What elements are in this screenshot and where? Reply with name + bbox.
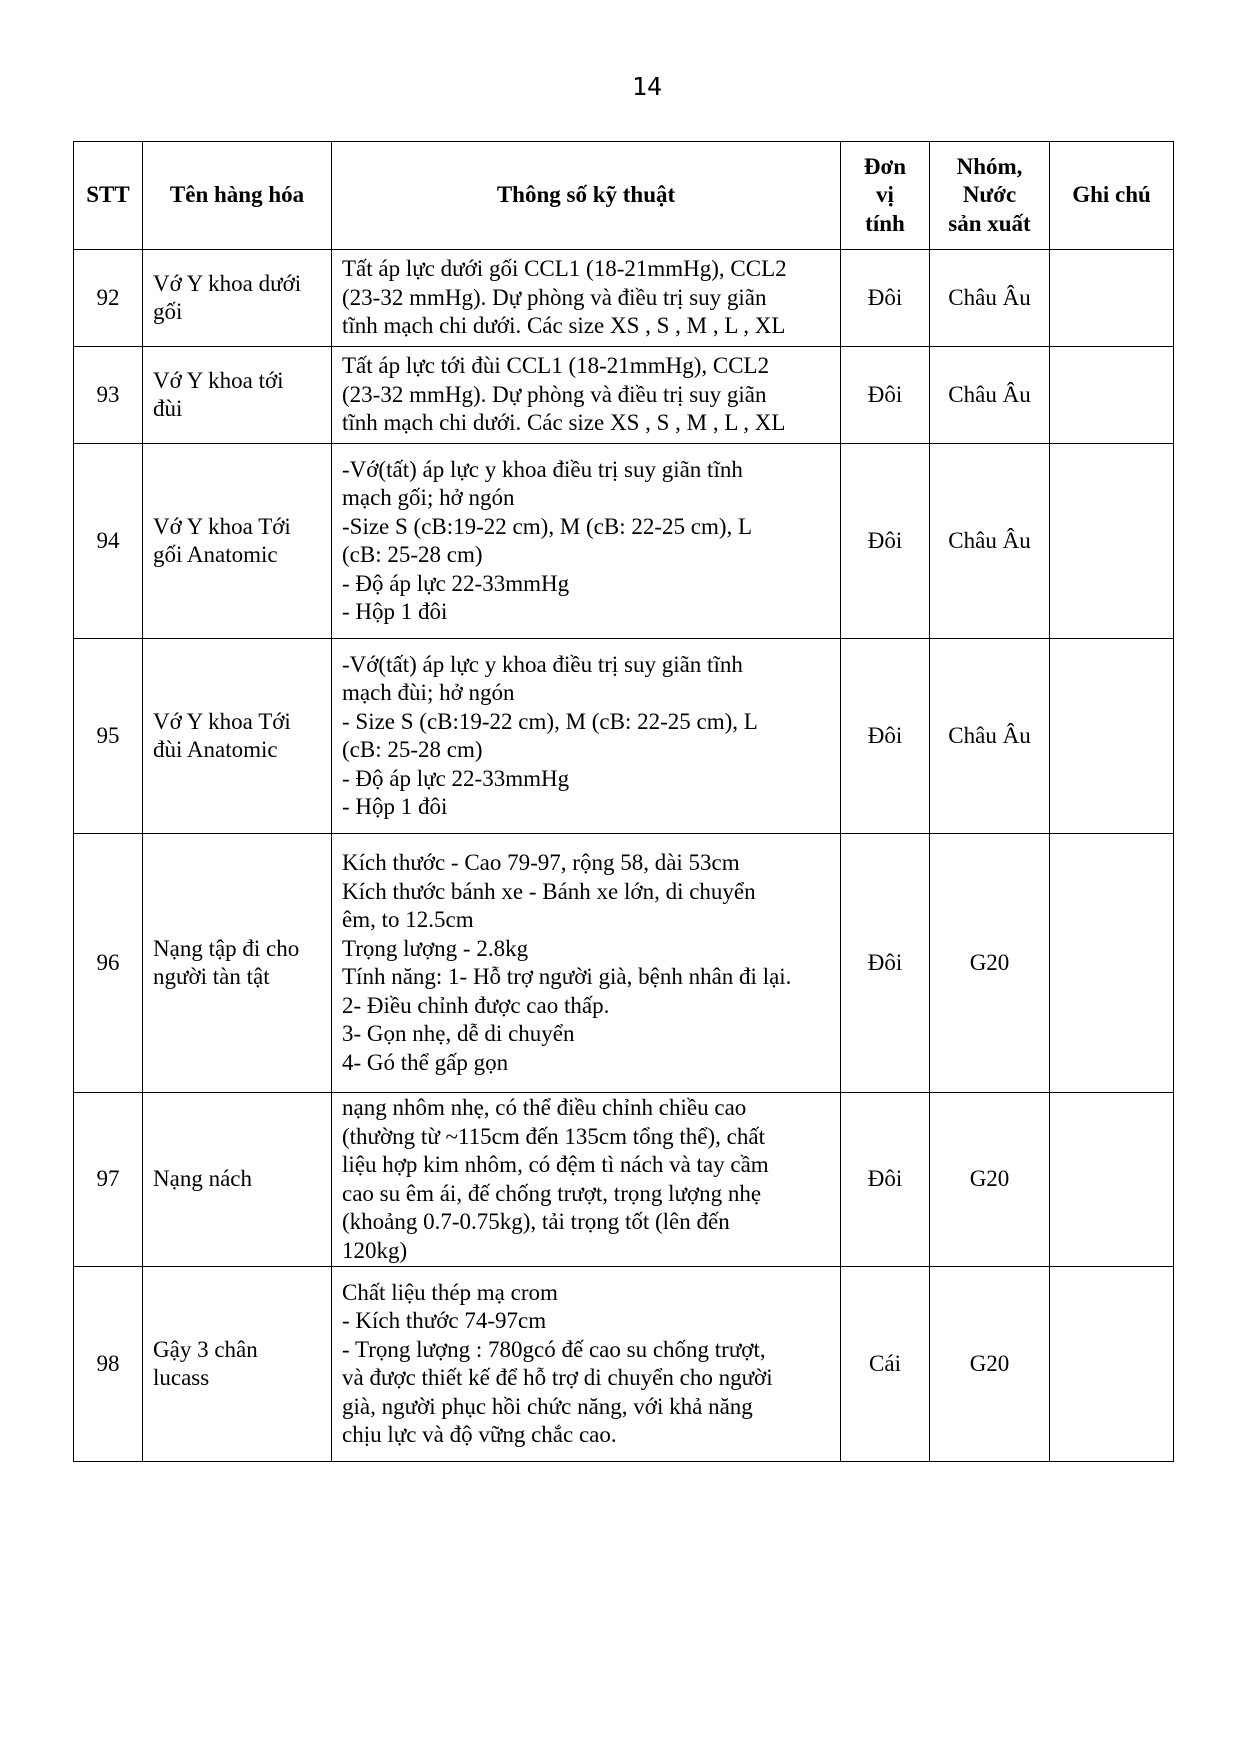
cell-note bbox=[1050, 444, 1174, 639]
cell-spec bbox=[332, 250, 841, 347]
spec-line: - Trọng lượng : 780gcó đế cao su chống trượt, bbox=[342, 1336, 766, 1362]
cell-note bbox=[1050, 1093, 1174, 1267]
cell-spec bbox=[332, 347, 841, 444]
cell-spec bbox=[332, 639, 841, 834]
name-line: đùi bbox=[153, 396, 183, 421]
name-line: Vớ Y khoa Tới bbox=[153, 513, 291, 539]
header-stt: STT bbox=[74, 142, 143, 250]
cell-spec bbox=[332, 444, 841, 639]
cell-spec bbox=[332, 834, 841, 1093]
spec-line: mạch đùi; hở ngón bbox=[342, 680, 515, 705]
cell-name bbox=[143, 1267, 332, 1462]
header-note: Ghi chú bbox=[1050, 142, 1174, 250]
name-line: lucass bbox=[153, 1365, 210, 1390]
spec-line: già, người phục hồi chức năng, với khả năng bbox=[342, 1393, 753, 1419]
cell-stt: 97 bbox=[74, 1093, 143, 1267]
spec-line: -Size S (cB:19-22 cm), M (cB: 22-25 cm), L bbox=[342, 513, 753, 539]
cell-name bbox=[143, 444, 332, 639]
cell-note bbox=[1050, 250, 1174, 347]
cell-origin: Châu Âu bbox=[930, 347, 1050, 444]
spec-line: chịu lực và độ vững chắc cao. bbox=[342, 1422, 617, 1447]
cell-stt: 92 bbox=[74, 250, 143, 347]
spec-line: (23-32 mmHg). Dự phòng và điều trị suy giãn bbox=[342, 284, 767, 310]
header-name: Tên hàng hóa bbox=[143, 142, 332, 250]
cell-origin: Châu Âu bbox=[930, 444, 1050, 639]
cell-stt: 98 bbox=[74, 1267, 143, 1462]
spec-line: - Hộp 1 đôi bbox=[342, 599, 448, 624]
name-line: gối bbox=[153, 299, 183, 324]
page-number: 14 bbox=[631, 72, 663, 101]
name-line: người tàn tật bbox=[153, 964, 270, 989]
cell-origin: G20 bbox=[930, 1267, 1050, 1462]
table-row bbox=[74, 834, 1174, 1093]
spec-line: (23-32 mmHg). Dự phòng và điều trị suy giãn bbox=[342, 381, 767, 407]
spec-line: 120kg) bbox=[342, 1237, 408, 1263]
spec-line: Tính năng: 1- Hỗ trợ người già, bệnh nhân đi lại. bbox=[342, 964, 792, 989]
header-unit bbox=[841, 142, 930, 250]
header-origin-line: Nhóm, bbox=[956, 153, 1023, 179]
name-line: Vớ Y khoa tới bbox=[153, 367, 284, 393]
table-row bbox=[74, 1093, 1174, 1267]
spec-line: Kích thước - Cao 79-97, rộng 58, dài 53cm bbox=[342, 850, 740, 875]
name-line: Gậy 3 chân bbox=[153, 1336, 258, 1362]
cell-note bbox=[1050, 834, 1174, 1093]
cell-stt: 93 bbox=[74, 347, 143, 444]
spec-line: - Độ áp lực 22-33mmHg bbox=[342, 765, 570, 791]
table-row bbox=[74, 1267, 1174, 1462]
name-line: Nạng tập đi cho bbox=[153, 935, 300, 961]
cell-unit: Cái bbox=[841, 1267, 930, 1462]
cell-origin: Châu Âu bbox=[930, 639, 1050, 834]
spec-line: và được thiết kế để hỗ trợ di chuyển cho người bbox=[342, 1365, 773, 1390]
spec-line: nạng nhôm nhẹ, có thể điều chỉnh chiều cao bbox=[342, 1095, 747, 1120]
name-line: đùi Anatomic bbox=[153, 737, 278, 762]
cell-note bbox=[1050, 639, 1174, 834]
spec-line: mạch gối; hở ngón bbox=[342, 485, 515, 510]
header-unit-line: vị bbox=[876, 182, 894, 208]
spec-line: (cB: 25-28 cm) bbox=[342, 542, 483, 567]
cell-stt: 96 bbox=[74, 834, 143, 1093]
spec-line: cao su êm ái, đế chống trượt, trọng lượng nhẹ bbox=[342, 1180, 762, 1206]
cell-spec bbox=[332, 1093, 841, 1267]
cell-note bbox=[1050, 347, 1174, 444]
spec-line: 2- Điều chỉnh được cao thấp. bbox=[342, 992, 610, 1018]
header-spec: Thông số kỹ thuật bbox=[332, 142, 841, 250]
cell-unit: Đôi bbox=[841, 444, 930, 639]
spec-line: (thường từ ~115cm đến 135cm tổng thể), chất bbox=[342, 1123, 765, 1149]
spec-line: - Size S (cB:19-22 cm), M (cB: 22-25 cm), L bbox=[342, 708, 758, 734]
spec-line: - Kích thước 74-97cm bbox=[342, 1308, 547, 1333]
cell-stt: 95 bbox=[74, 639, 143, 834]
cell-unit: Đôi bbox=[841, 1093, 930, 1267]
spec-line: Tất áp lực dưới gối CCL1 (18-21mmHg), CCL2 bbox=[342, 256, 787, 282]
name-line: gối Anatomic bbox=[153, 542, 278, 567]
cell-origin: G20 bbox=[930, 834, 1050, 1093]
cell-name bbox=[143, 834, 332, 1093]
cell-unit: Đôi bbox=[841, 834, 930, 1093]
spec-line: Chất liệu thép mạ crom bbox=[342, 1279, 558, 1305]
header-unit-line: Đơn bbox=[863, 153, 907, 179]
cell-name bbox=[143, 250, 332, 347]
cell-origin: G20 bbox=[930, 1093, 1050, 1267]
name-line: Vớ Y khoa dưới bbox=[153, 270, 302, 296]
cell-name bbox=[143, 347, 332, 444]
spec-line: -Vớ(tất) áp lực y khoa điều trị suy giãn tĩnh bbox=[342, 651, 743, 677]
spec-line: Trọng lượng - 2.8kg bbox=[342, 935, 529, 961]
cell-spec bbox=[332, 1267, 841, 1462]
cell-note bbox=[1050, 1267, 1174, 1462]
spec-line: (khoảng 0.7-0.75kg), tải trọng tốt (lên đến bbox=[342, 1209, 730, 1234]
name-line: Vớ Y khoa Tới bbox=[153, 708, 291, 734]
cell-unit: Đôi bbox=[841, 347, 930, 444]
cell-name bbox=[143, 1093, 332, 1267]
spec-line: tĩnh mạch chi dưới. Các size XS , S , M , L , XL bbox=[342, 313, 786, 339]
spec-line: liệu hợp kim nhôm, có đệm tì nách và tay cầm bbox=[342, 1152, 769, 1177]
spec-line: -Vớ(tất) áp lực y khoa điều trị suy giãn tĩnh bbox=[342, 456, 743, 482]
table-row bbox=[74, 639, 1174, 834]
spec-line: Tất áp lực tới đùi CCL1 (18-21mmHg), CCL2 bbox=[342, 353, 770, 379]
table-header-row bbox=[74, 142, 1174, 250]
header-origin-line: sản xuất bbox=[948, 210, 1031, 236]
spec-line: 4- Gó thể gấp gọn bbox=[342, 1049, 509, 1075]
spec-line: - Độ áp lực 22-33mmHg bbox=[342, 570, 570, 596]
table-row bbox=[74, 347, 1174, 444]
header-unit-line: tính bbox=[865, 210, 905, 236]
name-line: Nạng nách bbox=[153, 1166, 252, 1192]
goods-table bbox=[73, 141, 1174, 1462]
header-origin-line: Nước bbox=[962, 182, 1017, 208]
spec-line: (cB: 25-28 cm) bbox=[342, 737, 483, 762]
table-row bbox=[74, 250, 1174, 347]
cell-stt: 94 bbox=[74, 444, 143, 639]
spec-line: êm, to 12.5cm bbox=[342, 907, 474, 932]
spec-line: - Hộp 1 đôi bbox=[342, 794, 448, 819]
spec-line: tĩnh mạch chi dưới. Các size XS , S , M , L , XL bbox=[342, 410, 786, 436]
spec-line: Kích thước bánh xe - Bánh xe lớn, di chuyển bbox=[342, 878, 756, 904]
cell-name bbox=[143, 639, 332, 834]
spec-line: 3- Gọn nhẹ, dễ di chuyển bbox=[342, 1021, 575, 1046]
cell-unit: Đôi bbox=[841, 250, 930, 347]
cell-origin: Châu Âu bbox=[930, 250, 1050, 347]
header-origin bbox=[930, 142, 1050, 250]
cell-unit: Đôi bbox=[841, 639, 930, 834]
table-row bbox=[74, 444, 1174, 639]
